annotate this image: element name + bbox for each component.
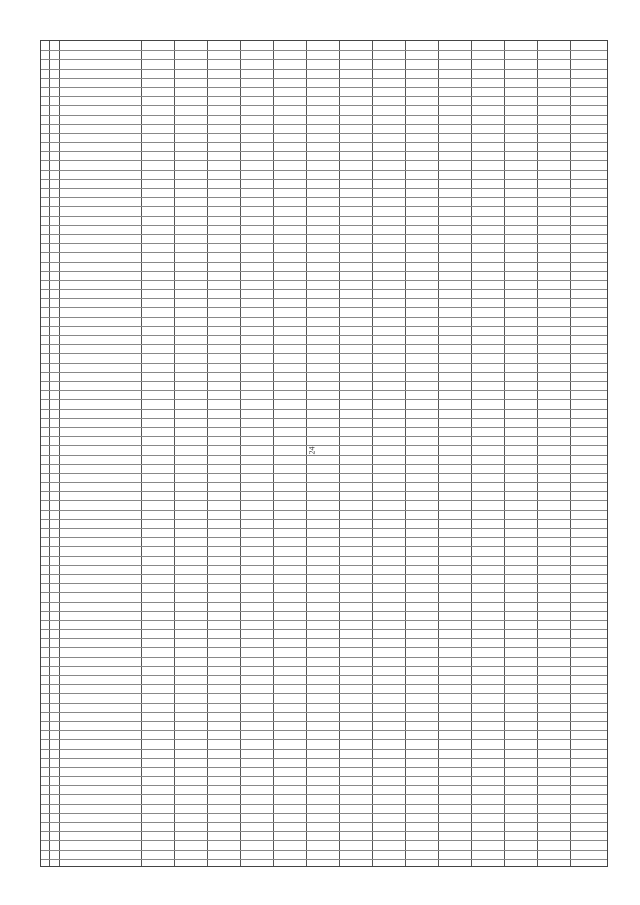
table-row-rule [41, 252, 607, 253]
table-row-rule [41, 142, 607, 143]
table-row-rule [41, 546, 607, 547]
table-row-rule [41, 390, 607, 391]
table-row-rule [41, 776, 607, 777]
table-row-rule [41, 298, 607, 299]
table-row-rule [41, 785, 607, 786]
table-row-rule [41, 188, 607, 189]
table-row-rule [41, 831, 607, 832]
table-row-rule [41, 445, 607, 446]
table-row-rule [41, 455, 607, 456]
table-row-rule [41, 850, 607, 851]
table-row-rule [41, 115, 607, 116]
table-row-rule [41, 794, 607, 795]
table-column-divider [372, 41, 373, 866]
table-row-rule [41, 592, 607, 593]
table-row-rule [41, 151, 607, 152]
table-row-rule [41, 427, 607, 428]
table-row-rule [41, 693, 607, 694]
table-row-rule [41, 629, 607, 630]
table-row-rule [41, 647, 607, 648]
table-column-divider [438, 41, 439, 866]
table-row-rule [41, 583, 607, 584]
table-row-rule [41, 638, 607, 639]
table-row-rule [41, 353, 607, 354]
rotated-data-table [40, 40, 608, 867]
table-row-rule [41, 712, 607, 713]
table-row-rule [41, 666, 607, 667]
table-row-rule [41, 105, 607, 106]
table-row-rule [41, 840, 607, 841]
table-row-rule [41, 69, 607, 70]
table-row-rule [41, 813, 607, 814]
table-row-rule [41, 280, 607, 281]
table-column-divider [570, 41, 571, 866]
table-row-rule [41, 859, 607, 860]
table-row-rule [41, 234, 607, 235]
table-row-rule [41, 197, 607, 198]
table-column-divider [405, 41, 406, 866]
table-row-rule [41, 160, 607, 161]
table-row-rule [41, 179, 607, 180]
table-row-rule [41, 574, 607, 575]
table-row-rule [41, 473, 607, 474]
table-row-rule [41, 262, 607, 263]
table-row-rule [41, 749, 607, 750]
table-row-rule [41, 225, 607, 226]
table-row-rule [41, 372, 607, 373]
table-row-rule [41, 170, 607, 171]
table-column-divider [537, 41, 538, 866]
table-row-rule [41, 703, 607, 704]
table-row-rule [41, 556, 607, 557]
table-column-divider [49, 41, 50, 866]
table-row-rule [41, 243, 607, 244]
table-row-rule [41, 363, 607, 364]
table-row-rule [41, 519, 607, 520]
table-row-rule [41, 335, 607, 336]
table-column-divider [207, 41, 208, 866]
table-row-rule [41, 289, 607, 290]
table-row-rule [41, 124, 607, 125]
table-row-rule [41, 804, 607, 805]
table-column-divider [273, 41, 274, 866]
table-row-rule [41, 491, 607, 492]
table-row-rule [41, 87, 607, 88]
table-row-rule [41, 620, 607, 621]
table-row-rule [41, 537, 607, 538]
table-row-rule [41, 317, 607, 318]
table-column-divider [504, 41, 505, 866]
table-column-divider [339, 41, 340, 866]
table-row-rule [41, 271, 607, 272]
table-column-divider [240, 41, 241, 866]
table-column-divider [471, 41, 472, 866]
table-row-rule [41, 50, 607, 51]
table-row-rule [41, 381, 607, 382]
table-row-rule [41, 482, 607, 483]
table-row-rule [41, 611, 607, 612]
table-row-rule [41, 78, 607, 79]
table-row-rule [41, 326, 607, 327]
table-row-rule [41, 675, 607, 676]
table-row-rule [41, 216, 607, 217]
table-row-rule [41, 721, 607, 722]
table-column-divider [59, 41, 60, 866]
table-row-rule [41, 500, 607, 501]
table-row-rule [41, 602, 607, 603]
page-number: 24 [307, 446, 317, 455]
table-row-rule [41, 399, 607, 400]
table-row-rule [41, 822, 607, 823]
table-row-rule [41, 307, 607, 308]
table-column-divider [174, 41, 175, 866]
table-row-rule [41, 59, 607, 60]
table-row-rule [41, 344, 607, 345]
table-column-divider [141, 41, 142, 866]
table-row-rule [41, 528, 607, 529]
table-row-rule [41, 684, 607, 685]
table-row-rule [41, 464, 607, 465]
table-row-rule [41, 767, 607, 768]
table-row-rule [41, 96, 607, 97]
table-row-rule [41, 510, 607, 511]
table-row-rule [41, 565, 607, 566]
table-row-rule [41, 739, 607, 740]
table-row-rule [41, 409, 607, 410]
table-row-rule [41, 206, 607, 207]
table-row-rule [41, 418, 607, 419]
table-row-rule [41, 657, 607, 658]
table-row-rule [41, 436, 607, 437]
table-row-rule [41, 758, 607, 759]
table-row-rule [41, 730, 607, 731]
table-row-rule [41, 133, 607, 134]
